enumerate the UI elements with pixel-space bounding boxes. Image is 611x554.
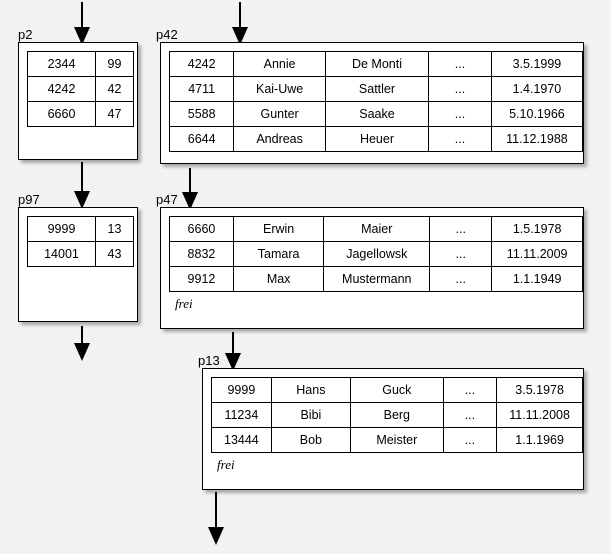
node-p47[interactable] <box>160 207 584 329</box>
table-row[interactable] <box>28 242 134 267</box>
cell: 11.11.2008 <box>497 403 583 428</box>
table-row[interactable] <box>28 77 134 102</box>
node-p2[interactable] <box>18 42 138 160</box>
node-p2-table <box>27 51 134 127</box>
cell: Tamara <box>233 242 323 267</box>
node-label-p42: p42 <box>156 27 178 42</box>
node-label-p97: p97 <box>18 192 40 207</box>
cell: 6660 <box>170 217 234 242</box>
node-label-p47: p47 <box>156 192 178 207</box>
node-p13-table <box>211 377 583 453</box>
node-p13[interactable] <box>202 368 584 490</box>
cell: ... <box>443 378 497 403</box>
cell: ... <box>430 242 492 267</box>
cell: Bob <box>271 428 350 453</box>
node-p42-table <box>169 51 583 152</box>
cell: Bibi <box>271 403 350 428</box>
table-row[interactable] <box>28 102 134 127</box>
free-space-label: frei <box>175 296 193 311</box>
node-p97[interactable] <box>18 207 138 322</box>
cell: Andreas <box>234 127 326 152</box>
cell: ... <box>443 428 497 453</box>
cell: 47 <box>96 102 134 127</box>
cell: 9999 <box>28 217 96 242</box>
cell: 11.11.2009 <box>492 242 583 267</box>
cell: De Monti <box>325 52 428 77</box>
table-row[interactable] <box>170 217 583 242</box>
cell: 4242 <box>170 52 234 77</box>
cell: 99 <box>96 52 134 77</box>
cell: Sattler <box>325 77 428 102</box>
cell: ... <box>429 77 492 102</box>
cell: 8832 <box>170 242 234 267</box>
cell: ... <box>429 127 492 152</box>
cell: Gunter <box>234 102 326 127</box>
table-row[interactable] <box>28 217 134 242</box>
node-p47-table <box>169 216 583 292</box>
cell: 9912 <box>170 267 234 292</box>
cell: Mustermann <box>324 267 430 292</box>
table-row[interactable] <box>170 127 583 152</box>
cell: ... <box>430 267 492 292</box>
cell: 9999 <box>212 378 272 403</box>
table-row[interactable] <box>28 52 134 77</box>
cell: 4242 <box>28 77 96 102</box>
node-label-p2: p2 <box>18 27 33 42</box>
cell: Kai-Uwe <box>234 77 326 102</box>
node-p97-table <box>27 216 134 267</box>
cell: Berg <box>350 403 443 428</box>
node-p42[interactable] <box>160 42 584 164</box>
cell: 42 <box>96 77 134 102</box>
cell: Guck <box>350 378 443 403</box>
table-row[interactable] <box>170 242 583 267</box>
node-label-p13: p13 <box>198 353 220 368</box>
cell: 6644 <box>170 127 234 152</box>
cell: Heuer <box>325 127 428 152</box>
cell: ... <box>429 52 492 77</box>
cell: Meister <box>350 428 443 453</box>
cell: 5.10.1966 <box>491 102 582 127</box>
cell: 6660 <box>28 102 96 127</box>
cell: 3.5.1978 <box>497 378 583 403</box>
cell: Erwin <box>233 217 323 242</box>
cell: 43 <box>96 242 134 267</box>
cell: 11.12.1988 <box>491 127 582 152</box>
cell: 13 <box>96 217 134 242</box>
cell: ... <box>430 217 492 242</box>
cell: Hans <box>271 378 350 403</box>
cell: 1.4.1970 <box>491 77 582 102</box>
cell: 11234 <box>212 403 272 428</box>
cell: Maier <box>324 217 430 242</box>
cell: Saake <box>325 102 428 127</box>
cell: ... <box>429 102 492 127</box>
cell: 2344 <box>28 52 96 77</box>
cell: 1.5.1978 <box>492 217 583 242</box>
cell: 5588 <box>170 102 234 127</box>
table-row[interactable] <box>170 52 583 77</box>
cell: 4711 <box>170 77 234 102</box>
table-row[interactable] <box>170 267 583 292</box>
table-row[interactable] <box>170 77 583 102</box>
table-row[interactable] <box>170 102 583 127</box>
table-row[interactable] <box>212 403 583 428</box>
free-space-label: frei <box>217 457 235 472</box>
table-row[interactable] <box>212 428 583 453</box>
cell: Max <box>233 267 323 292</box>
cell: Jagellowsk <box>324 242 430 267</box>
cell: Annie <box>234 52 326 77</box>
cell: 1.1.1969 <box>497 428 583 453</box>
cell: 13444 <box>212 428 272 453</box>
cell: 1.1.1949 <box>492 267 583 292</box>
cell: ... <box>443 403 497 428</box>
cell: 14001 <box>28 242 96 267</box>
table-row[interactable] <box>212 378 583 403</box>
cell: 3.5.1999 <box>491 52 582 77</box>
